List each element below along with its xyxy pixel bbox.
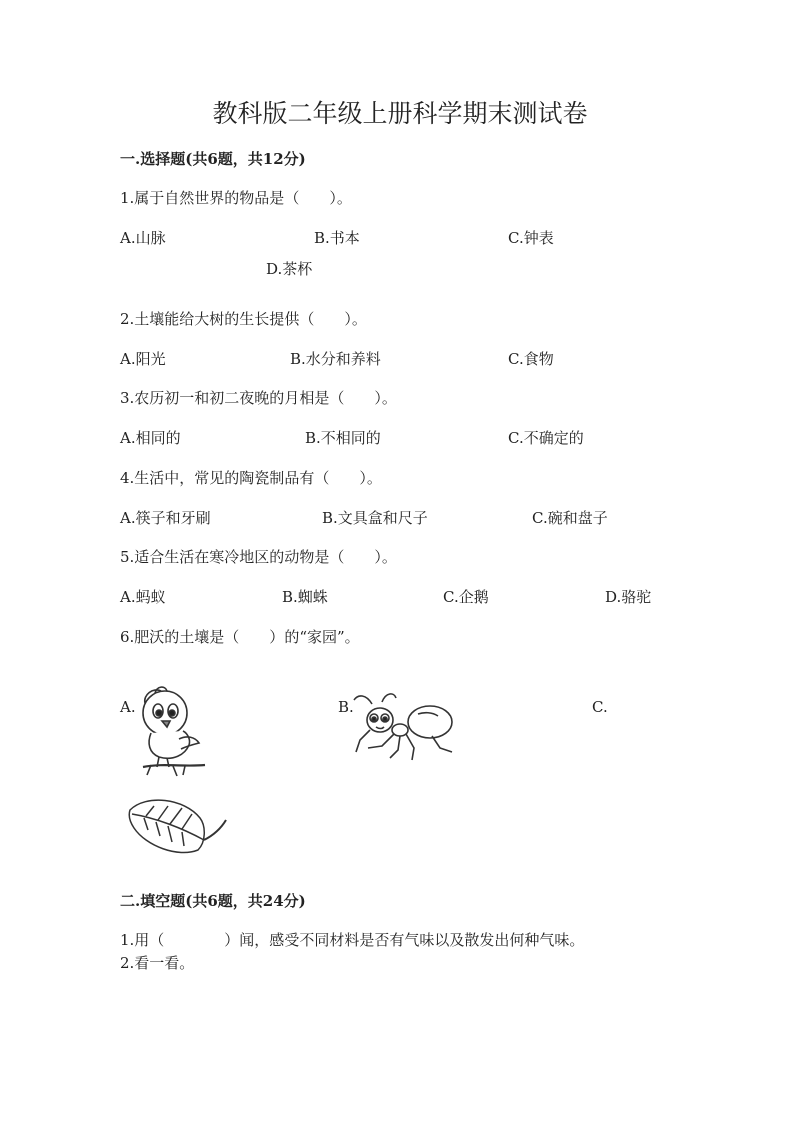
question-3-stem: 3.农历初一和初二夜晚的月相是（ ）。 (120, 389, 397, 407)
question-1-option-b: B.书本 (314, 229, 360, 247)
question-6-option-c: C. (592, 698, 608, 716)
question-3-option-c: C.不确定的 (508, 429, 584, 447)
question-2-stem: 2.土壤能给大树的生长提供（ ）。 (120, 310, 367, 328)
question-1-stem: 1.属于自然世界的物品是（ ）。 (120, 189, 352, 207)
question-2-option-b: B.水分和养料 (290, 350, 381, 368)
question-2-option-a: A.阳光 (120, 350, 166, 368)
question-4-option-a: A.筷子和牙刷 (120, 509, 211, 527)
fill-question-2: 2.看一看。 (120, 954, 195, 972)
question-4-option-c: C.碗和盘子 (532, 509, 608, 527)
bird-picture (133, 683, 213, 778)
section-heading-choice: 一.选择题(共6题，共12分) (120, 150, 306, 168)
question-5-option-c: C.企鹅 (443, 588, 489, 606)
page-title: 教科版二年级上册科学期末测试卷 (212, 99, 588, 128)
question-5-stem: 5.适合生活在寒冷地区的动物是（ ）。 (120, 548, 397, 566)
question-1-option-a: A.山脉 (120, 229, 166, 247)
question-5-option-d: D.骆驼 (605, 588, 652, 606)
question-1-option-c: C.钟表 (508, 229, 554, 247)
ant-picture (352, 690, 457, 762)
question-2-option-c: C.食物 (508, 350, 554, 368)
leaf-picture (126, 796, 230, 856)
question-5-option-b: B.蜘蛛 (282, 588, 328, 606)
question-3-option-a: A.相同的 (120, 429, 181, 447)
question-6-option-a: A. (120, 698, 136, 716)
question-6-option-b: B. (338, 698, 354, 716)
question-5-option-a: A.蚂蚁 (120, 588, 166, 606)
question-3-option-b: B.不相同的 (305, 429, 381, 447)
question-4-option-b: B.文具盒和尺子 (322, 509, 428, 527)
fill-question-1: 1.用（ ）闻，感受不同材料是否有气味以及散发出何种气味。 (120, 931, 585, 949)
question-1-option-d: D.茶杯 (266, 260, 313, 278)
section-heading-fill-in: 二.填空题(共6题，共24分) (120, 892, 306, 910)
question-4-stem: 4.生活中，常见的陶瓷制品有（ ）。 (120, 469, 382, 487)
question-6-stem: 6.肥沃的土壤是（ ）的“家园”。 (120, 628, 360, 646)
